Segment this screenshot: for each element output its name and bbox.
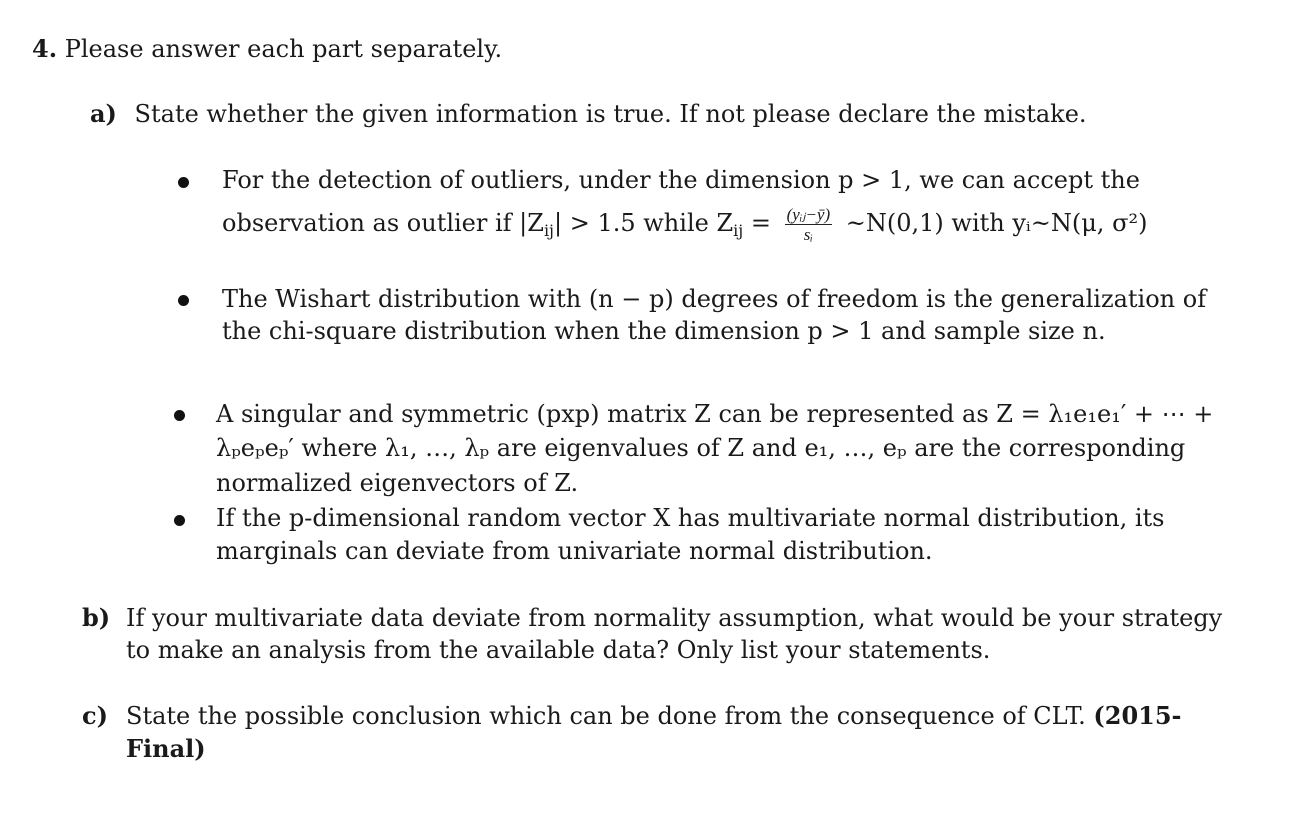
outlier-threshold: | > 1.5 while Z	[554, 209, 734, 237]
part-c-text: State the possible conclusion which can be done from the consequence of CLT.	[126, 702, 1086, 730]
bullet-3-marker	[174, 410, 185, 421]
question-number: 4.	[32, 34, 58, 63]
bullet-1-marker	[178, 177, 189, 188]
outlier-prefix: observation as outlier if |Z	[222, 209, 544, 237]
bullet-3-line-2: λₚeₚeₚ′ where λ₁, …, λₚ are eigenvalues of Z and e₁, …, eₚ are the corresponding	[216, 434, 1186, 462]
part-b-line-1: If your multivariate data deviate from normality assumption, what would be your strategy	[126, 604, 1223, 632]
bullet-4-line-2: marginals can deviate from univariate normal distribution.	[216, 537, 933, 565]
part-a-text: State whether the given information is true. If not please declare the mistake.	[134, 100, 1087, 128]
z-score-fraction	[785, 205, 833, 244]
bullet-3-line-1: A singular and symmetric (pxp) matrix Z can be represented as Z = λ₁e₁e₁′ + ⋯ +	[216, 400, 1214, 428]
bullet-2-line-1: The Wishart distribution with (n − p) degrees of freedom is the generalization of	[222, 285, 1207, 313]
part-b-line-2: to make an analysis from the available data? Only list your statements.	[126, 636, 991, 664]
question-header	[32, 34, 502, 64]
bullet-4-line-1: If the p-dimensional random vector X has multivariate normal distribution, its	[216, 504, 1165, 532]
bullet-2-marker	[178, 295, 189, 306]
distribution-suffix: ~N(0,1) with yᵢ~N(μ, σ²)	[845, 209, 1148, 237]
part-c-source-b: Final)	[126, 734, 206, 763]
question-title: Please answer each part separately.	[64, 35, 503, 63]
part-b-label: b)	[82, 603, 111, 632]
bullet-4-marker	[174, 515, 185, 526]
part-a-heading	[90, 99, 1087, 129]
bullet-3-line-3: normalized eigenvectors of Z.	[216, 469, 579, 497]
part-c-source-a: (2015-	[1093, 701, 1182, 730]
bullet-1-line-1: For the detection of outliers, under the dimension p > 1, we can accept the	[222, 166, 1140, 194]
part-c-line-1	[126, 701, 1182, 731]
bullet-1-line-2: observation as outlier if $|Z_{ij}| > 1.5$ while $Z_{ij}$ = $\frac{\text{(yᵢⱼ−ȳ)}}{\text{sᵢ}}$ ~N(0,1) with yᵢ~N(μ, σ²)	[222, 205, 1148, 244]
fraction-denominator: sᵢ	[803, 225, 813, 244]
fraction-numerator: (yᵢⱼ−ȳ)	[786, 205, 831, 224]
part-a-label: a)	[90, 99, 117, 128]
part-c-label: c)	[82, 701, 108, 730]
bullet-2-line-2: the chi-square distribution when the dimension p > 1 and sample size n.	[222, 317, 1106, 345]
